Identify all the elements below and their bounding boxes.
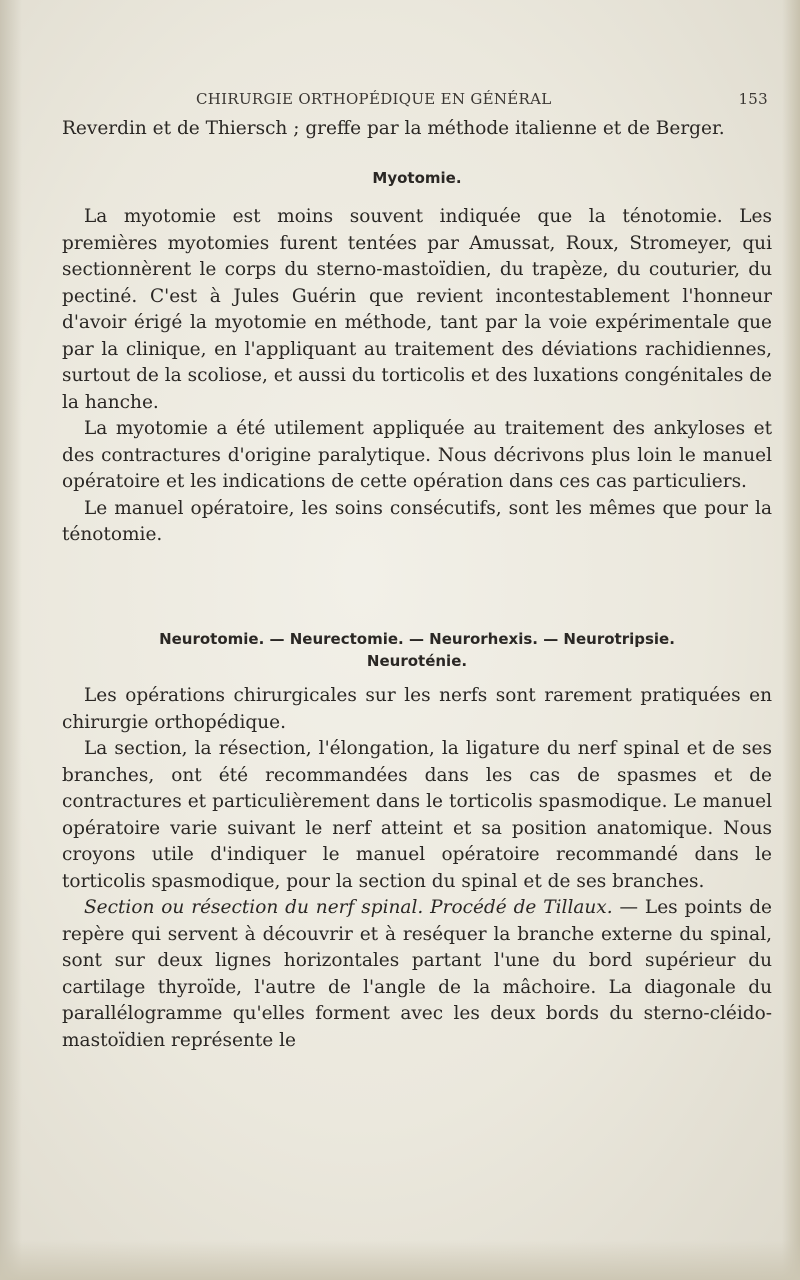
section-heading-myotomie: Myotomie. (372, 169, 462, 187)
section-heading-neurotomie (62, 628, 772, 672)
procedure-text: — Les points de repère qui servent à découvrir et à reséquer la branche externe du spinal, sont sur deux lignes horizontales partant l'une du bord supérieur du cartilage thyroïde, l'autre de l'angle de la mâchoire. La diagonale du parallélogramme qu'elles forment avec les deux bords du sterno-cléido-mastoïdien représente le (62, 897, 772, 1051)
paragraph: Les opérations chirurgicales sur les nerfs sont rarement pratiquées en chirurgie orthopédique. (62, 685, 772, 733)
paragraph: Le manuel opératoire, les soins consécutifs, sont les mêmes que pour la ténotomie. (62, 497, 772, 545)
running-head (196, 90, 768, 108)
running-head-title: CHIRURGIE ORTHOPÉDIQUE EN GÉNÉRAL (196, 90, 552, 108)
page-edge-shadow-bottom (0, 1240, 800, 1280)
page-edge-shadow-left (0, 0, 22, 1280)
paragraph-procedure (62, 895, 772, 1054)
page-edge-shadow-right (782, 0, 800, 1280)
myotomie-body (62, 204, 772, 549)
paragraph: La myotomie a été utilement appliquée au traitement des ankyloses et des contractures d'origine paralytique. Nous décrivons plus loin le manuel opératoire et les indications de cette opération dans ces cas particuliers. (62, 418, 772, 492)
page-number: 153 (738, 90, 768, 108)
procedure-title: Section ou résection du nerf spinal. Procédé de Tillaux. (84, 897, 613, 918)
opening-paragraph: Reverdin et de Thiersch ; greffe par la méthode italienne et de Berger. (62, 118, 725, 139)
paragraph: La myotomie est moins souvent indiquée que la ténotomie. Les premières myotomies furent tentées par Amussat, Roux, Stromeyer, qui sectionnèrent le corps du sterno-mastoïdien, du trapèze, du couturier, du pectiné. C'est à Jules Guérin que revient incontestablement l'honneur d'avoir érigé la myotomie en méthode, tant par la voie expérimentale que par la clinique, en l'appliquant au traitement des déviations rachidiennes, surtout de la scoliose, et aussi du torticolis et des luxations congénitales de la hanche. (62, 206, 772, 413)
paragraph: La section, la résection, l'élongation, la ligature du nerf spinal et de ses branches, ont été recommandées dans les cas de spasmes et de contractures et particulièrement dans le torticolis spasmodique. Le manuel opératoire varie suivant le nerf atteint et sa position anatomique. Nous croyons utile d'indiquer le manuel opératoire recommandé dans le torticolis spasmodique, pour la section du spinal et de ses branches. (62, 738, 772, 892)
section-heading-line: Neurotomie. — Neurectomie. — Neurorhexis. — Neurotripsie. (159, 630, 675, 648)
neurotomie-body (62, 683, 772, 1054)
section-heading-line: Neuroténie. (366, 652, 468, 670)
opening-block (62, 116, 772, 143)
